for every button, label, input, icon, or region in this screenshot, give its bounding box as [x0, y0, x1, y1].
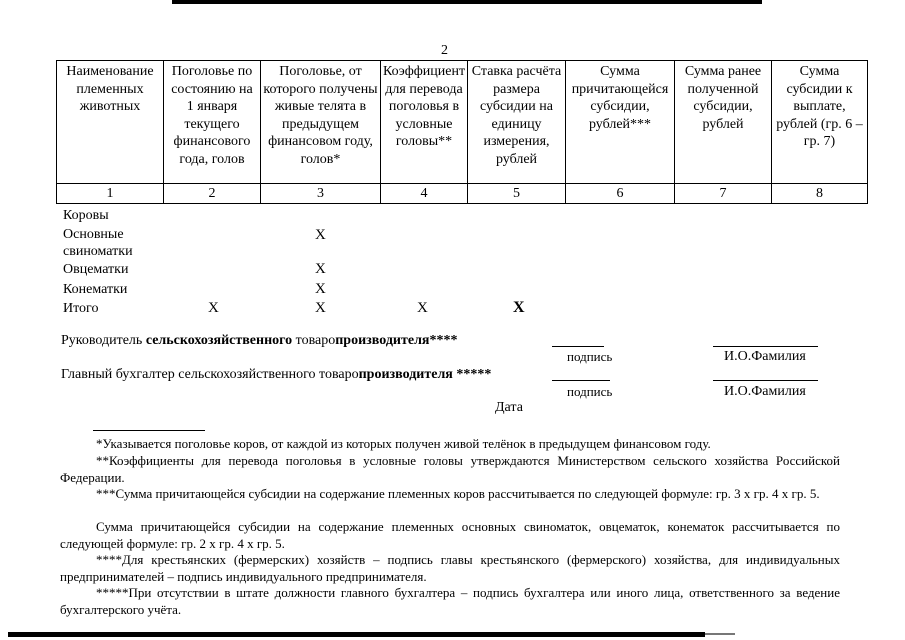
row-mark: X [513, 299, 525, 316]
footnote-4: ****Для крестьянских (фермерских) хозяйств – подпись главы крестьянского (фермерского) хозяйства, для индивидуальных предпринимателей – подпись индивидуального предпринимателя. [60, 552, 840, 584]
accountant-signature-label [61, 367, 491, 383]
head-signature-label [61, 333, 458, 349]
column-number: 6 [566, 184, 675, 204]
row-mark: X [315, 227, 326, 243]
column-header: Ставка расчёта размера субсидии на единицу измерения, рублей [468, 61, 566, 184]
footnote-5: *****При отсутствии в штате должности главного бухгалтера – подпись бухгалтера или иного лица, ответственного за ведение бухгалтерского учёта. [60, 585, 840, 617]
footnote-3b: Сумма причитающейся субсидии на содержание племенных основных свиноматок, овцематок, конематок рассчитывается по следующей формуле: гр. 2 х гр. 4 х гр. 5. [60, 519, 840, 551]
row-label-total: Итого [63, 301, 99, 316]
signature-line [552, 380, 610, 381]
signature-caption: подпись [567, 384, 613, 399]
bottom-border-tail [705, 633, 735, 635]
head-bold: сельскохозяйственного [145, 333, 293, 348]
signature-caption: подпись [567, 349, 613, 364]
column-number: 7 [675, 184, 772, 204]
footnote-separator [93, 430, 205, 431]
footnote-3: ***Сумма причитающейся субсидии на содержание племенных коров рассчитывается по следующей формуле: гр. 3 х гр. 4 х гр. 5. [96, 486, 820, 501]
footnote-2: **Коэффициенты для перевода поголовья в условные головы утверждаются Министерством сельского хозяйства Российской Федерации. [60, 453, 840, 485]
row-label-ewes: Овцематки [63, 262, 129, 277]
footnote-1: *Указывается поголовье коров, от каждой из которых получен живой телёнок в предыдущем финансовом году. [96, 436, 711, 451]
name-line [713, 380, 818, 381]
head-prefix: Руководитель [61, 333, 146, 348]
head-suffix: **** [429, 333, 458, 348]
signature-line [552, 346, 604, 347]
row-label-cows: Коровы [63, 208, 109, 223]
accountant-suffix: ***** [452, 367, 492, 382]
row-mark: X [208, 300, 219, 316]
column-number: 8 [772, 184, 868, 204]
column-number: 1 [57, 184, 164, 204]
row-mark: X [315, 281, 326, 297]
column-header: Наименование племенных животных [57, 61, 164, 184]
row-label-sows: Основные свиноматки [63, 227, 133, 259]
table-header-row [57, 61, 868, 184]
head-mid: товаро [292, 333, 336, 348]
head-bold2: производителя [335, 333, 430, 348]
column-header: Сумма причитающейся субсидии, рублей*** [566, 61, 675, 184]
column-number: 2 [164, 184, 261, 204]
bottom-border-bar [8, 632, 705, 637]
name-line [713, 346, 818, 347]
column-header: Коэффициент для перевода поголовья в условные головы** [381, 61, 468, 184]
page-number: 2 [441, 43, 448, 58]
column-header: Сумма субсидии к выплате, рублей (гр. 6 – гр. 7) [772, 61, 868, 184]
column-number-row [57, 184, 868, 204]
name-caption: И.О.Фамилия [724, 384, 806, 399]
top-border-bar [172, 0, 762, 4]
row-mark: X [417, 300, 428, 316]
column-number: 5 [468, 184, 566, 204]
column-header: Поголовье по состоянию на 1 января текущего финансового года, голов [164, 61, 261, 184]
subsidy-table [56, 60, 868, 204]
row-mark: X [315, 261, 326, 277]
column-number: 4 [381, 184, 468, 204]
row-mark: X [315, 300, 326, 316]
column-number: 3 [261, 184, 381, 204]
row-label-mares: Конематки [63, 282, 128, 297]
column-header: Поголовье, от которого получены живые телята в предыдущем финансовом году, голов* [261, 61, 381, 184]
date-label: Дата [495, 400, 523, 415]
column-header: Сумма ранее полученной субсидии, рублей [675, 61, 772, 184]
name-caption: И.О.Фамилия [724, 349, 806, 364]
accountant-prefix: Главный бухгалтер сельскохозяйственного товаро [61, 367, 359, 382]
accountant-bold: производителя [358, 367, 453, 382]
